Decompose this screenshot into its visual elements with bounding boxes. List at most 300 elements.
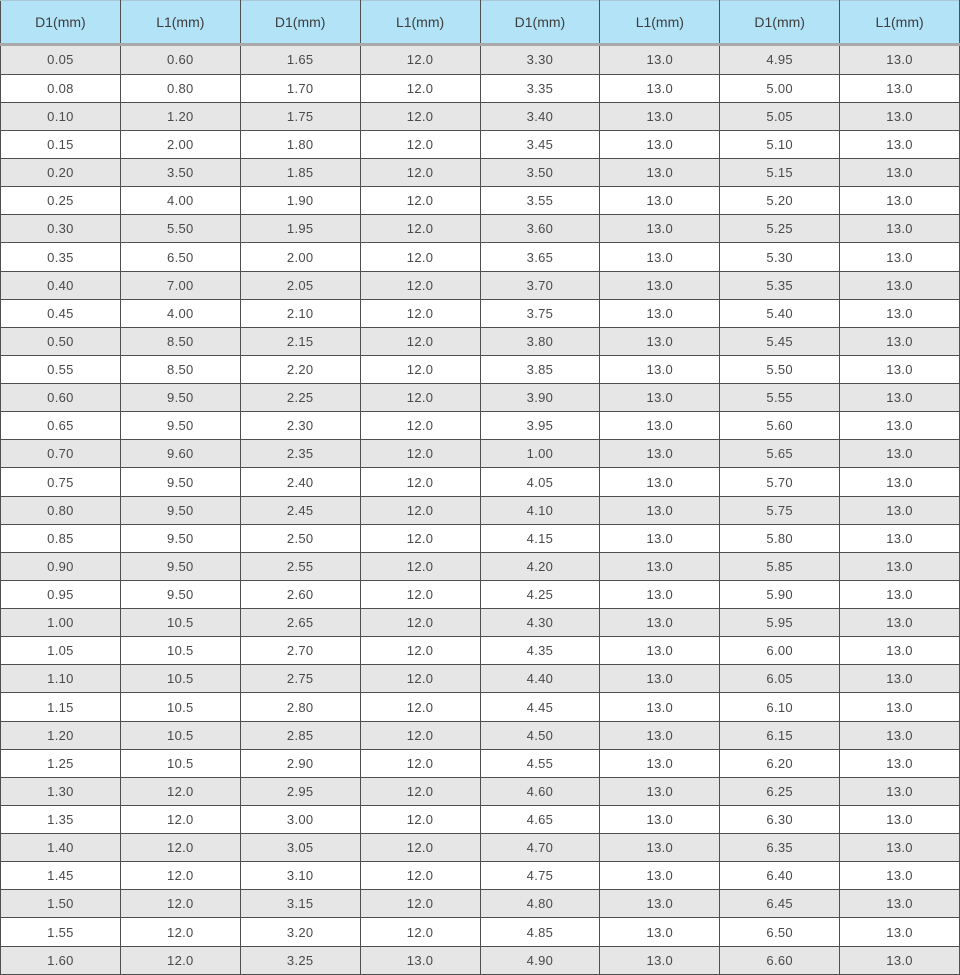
cell-d1: 0.95 <box>1 580 121 608</box>
cell-d1: 5.30 <box>720 243 840 271</box>
cell-d1: 0.35 <box>1 243 121 271</box>
table-row <box>1 159 960 187</box>
header-l1-1: L1(mm) <box>120 1 240 45</box>
cell-d1: 4.95 <box>720 45 840 75</box>
cell-d1: 0.30 <box>1 215 121 243</box>
table-row <box>1 412 960 440</box>
table-header <box>1 1 960 45</box>
cell-l1: 12.0 <box>360 440 480 468</box>
cell-l1: 10.5 <box>120 637 240 665</box>
header-d1-1: D1(mm) <box>1 1 121 45</box>
cell-d1: 1.95 <box>240 215 360 243</box>
cell-d1: 6.00 <box>720 637 840 665</box>
table-row <box>1 693 960 721</box>
cell-l1: 0.60 <box>120 45 240 75</box>
cell-d1: 0.45 <box>1 299 121 327</box>
table-row <box>1 637 960 665</box>
table-row <box>1 721 960 749</box>
cell-d1: 5.65 <box>720 440 840 468</box>
cell-d1: 1.65 <box>240 45 360 75</box>
cell-l1: 13.0 <box>600 215 720 243</box>
cell-d1: 3.25 <box>240 946 360 974</box>
cell-d1: 6.45 <box>720 890 840 918</box>
cell-l1: 12.0 <box>120 805 240 833</box>
cell-d1: 3.65 <box>480 243 600 271</box>
cell-d1: 2.00 <box>240 243 360 271</box>
cell-d1: 4.55 <box>480 749 600 777</box>
cell-l1: 13.0 <box>840 834 960 862</box>
table-row <box>1 834 960 862</box>
cell-d1: 4.70 <box>480 834 600 862</box>
table-row <box>1 299 960 327</box>
cell-d1: 2.55 <box>240 552 360 580</box>
cell-d1: 6.20 <box>720 749 840 777</box>
cell-l1: 12.0 <box>360 524 480 552</box>
cell-d1: 2.35 <box>240 440 360 468</box>
cell-l1: 13.0 <box>840 665 960 693</box>
cell-l1: 13.0 <box>600 384 720 412</box>
cell-l1: 0.80 <box>120 74 240 102</box>
cell-l1: 13.0 <box>600 524 720 552</box>
cell-l1: 13.0 <box>840 130 960 158</box>
cell-d1: 0.90 <box>1 552 121 580</box>
cell-d1: 2.65 <box>240 609 360 637</box>
table-row <box>1 777 960 805</box>
cell-l1: 12.0 <box>120 834 240 862</box>
header-d1-3: D1(mm) <box>480 1 600 45</box>
cell-l1: 13.0 <box>840 777 960 805</box>
table-row <box>1 580 960 608</box>
cell-l1: 13.0 <box>600 918 720 946</box>
table-row <box>1 327 960 355</box>
cell-l1: 12.0 <box>360 130 480 158</box>
cell-l1: 13.0 <box>840 609 960 637</box>
cell-l1: 13.0 <box>840 440 960 468</box>
cell-d1: 3.00 <box>240 805 360 833</box>
cell-d1: 5.40 <box>720 299 840 327</box>
cell-l1: 9.60 <box>120 440 240 468</box>
table-row <box>1 918 960 946</box>
table-row <box>1 187 960 215</box>
cell-d1: 2.10 <box>240 299 360 327</box>
cell-l1: 13.0 <box>840 946 960 974</box>
cell-d1: 5.90 <box>720 580 840 608</box>
cell-l1: 12.0 <box>360 412 480 440</box>
cell-l1: 13.0 <box>600 862 720 890</box>
cell-l1: 13.0 <box>600 468 720 496</box>
cell-l1: 13.0 <box>600 299 720 327</box>
cell-l1: 13.0 <box>840 637 960 665</box>
cell-l1: 13.0 <box>600 749 720 777</box>
cell-l1: 13.0 <box>600 834 720 862</box>
cell-l1: 12.0 <box>360 749 480 777</box>
cell-d1: 0.05 <box>1 45 121 75</box>
cell-l1: 13.0 <box>840 805 960 833</box>
cell-d1: 2.90 <box>240 749 360 777</box>
cell-d1: 1.80 <box>240 130 360 158</box>
cell-d1: 3.70 <box>480 271 600 299</box>
cell-l1: 13.0 <box>600 946 720 974</box>
cell-l1: 13.0 <box>600 777 720 805</box>
cell-d1: 0.75 <box>1 468 121 496</box>
table-row <box>1 890 960 918</box>
cell-d1: 1.40 <box>1 834 121 862</box>
cell-d1: 2.40 <box>240 468 360 496</box>
cell-d1: 1.15 <box>1 693 121 721</box>
cell-d1: 3.90 <box>480 384 600 412</box>
cell-l1: 13.0 <box>600 496 720 524</box>
cell-l1: 12.0 <box>360 384 480 412</box>
cell-d1: 1.00 <box>1 609 121 637</box>
cell-d1: 2.30 <box>240 412 360 440</box>
cell-d1: 1.55 <box>1 918 121 946</box>
cell-d1: 0.15 <box>1 130 121 158</box>
cell-l1: 10.5 <box>120 665 240 693</box>
cell-d1: 2.70 <box>240 637 360 665</box>
cell-l1: 13.0 <box>840 552 960 580</box>
cell-d1: 1.60 <box>1 946 121 974</box>
cell-l1: 13.0 <box>840 918 960 946</box>
cell-l1: 13.0 <box>840 187 960 215</box>
header-l1-4: L1(mm) <box>840 1 960 45</box>
cell-d1: 4.85 <box>480 918 600 946</box>
header-d1-2: D1(mm) <box>240 1 360 45</box>
cell-d1: 1.70 <box>240 74 360 102</box>
cell-d1: 5.35 <box>720 271 840 299</box>
cell-l1: 13.0 <box>840 355 960 383</box>
cell-l1: 13.0 <box>840 74 960 102</box>
cell-d1: 4.65 <box>480 805 600 833</box>
cell-l1: 9.50 <box>120 496 240 524</box>
table-row <box>1 665 960 693</box>
cell-d1: 2.45 <box>240 496 360 524</box>
cell-l1: 8.50 <box>120 355 240 383</box>
cell-d1: 3.60 <box>480 215 600 243</box>
cell-l1: 12.0 <box>360 355 480 383</box>
cell-l1: 13.0 <box>600 412 720 440</box>
cell-d1: 1.10 <box>1 665 121 693</box>
cell-d1: 0.60 <box>1 384 121 412</box>
cell-d1: 1.20 <box>1 721 121 749</box>
cell-l1: 13.0 <box>600 665 720 693</box>
cell-d1: 6.15 <box>720 721 840 749</box>
cell-l1: 12.0 <box>120 946 240 974</box>
cell-d1: 3.50 <box>480 159 600 187</box>
cell-d1: 5.05 <box>720 102 840 130</box>
cell-l1: 13.0 <box>840 580 960 608</box>
cell-l1: 12.0 <box>360 721 480 749</box>
cell-d1: 3.85 <box>480 355 600 383</box>
cell-l1: 12.0 <box>120 862 240 890</box>
cell-d1: 0.85 <box>1 524 121 552</box>
cell-l1: 13.0 <box>840 243 960 271</box>
cell-l1: 12.0 <box>120 918 240 946</box>
cell-l1: 10.5 <box>120 721 240 749</box>
cell-d1: 6.60 <box>720 946 840 974</box>
cell-l1: 12.0 <box>120 777 240 805</box>
cell-l1: 13.0 <box>840 45 960 75</box>
cell-d1: 4.60 <box>480 777 600 805</box>
cell-l1: 13.0 <box>600 609 720 637</box>
cell-d1: 4.75 <box>480 862 600 890</box>
cell-l1: 8.50 <box>120 327 240 355</box>
cell-l1: 12.0 <box>360 187 480 215</box>
cell-d1: 5.00 <box>720 74 840 102</box>
cell-l1: 13.0 <box>600 637 720 665</box>
table-row <box>1 243 960 271</box>
cell-l1: 13.0 <box>600 355 720 383</box>
cell-l1: 12.0 <box>360 552 480 580</box>
cell-d1: 3.45 <box>480 130 600 158</box>
cell-d1: 4.80 <box>480 890 600 918</box>
cell-d1: 5.45 <box>720 327 840 355</box>
cell-d1: 2.75 <box>240 665 360 693</box>
header-l1-2: L1(mm) <box>360 1 480 45</box>
cell-d1: 2.20 <box>240 355 360 383</box>
cell-l1: 13.0 <box>600 187 720 215</box>
cell-l1: 12.0 <box>360 271 480 299</box>
cell-l1: 12.0 <box>360 496 480 524</box>
cell-d1: 3.35 <box>480 74 600 102</box>
cell-d1: 6.30 <box>720 805 840 833</box>
cell-d1: 2.95 <box>240 777 360 805</box>
table-row <box>1 130 960 158</box>
cell-l1: 13.0 <box>840 327 960 355</box>
cell-d1: 1.30 <box>1 777 121 805</box>
cell-d1: 4.30 <box>480 609 600 637</box>
table-row <box>1 609 960 637</box>
cell-d1: 4.45 <box>480 693 600 721</box>
table-row <box>1 862 960 890</box>
cell-l1: 12.0 <box>360 637 480 665</box>
cell-d1: 0.25 <box>1 187 121 215</box>
cell-d1: 2.60 <box>240 580 360 608</box>
cell-d1: 2.50 <box>240 524 360 552</box>
table-body <box>1 45 960 975</box>
cell-d1: 4.05 <box>480 468 600 496</box>
cell-l1: 13.0 <box>600 440 720 468</box>
table-row <box>1 805 960 833</box>
cell-l1: 13.0 <box>840 468 960 496</box>
cell-l1: 13.0 <box>600 130 720 158</box>
cell-d1: 1.25 <box>1 749 121 777</box>
table-row <box>1 271 960 299</box>
cell-l1: 12.0 <box>360 299 480 327</box>
table-row <box>1 74 960 102</box>
cell-d1: 5.70 <box>720 468 840 496</box>
cell-l1: 13.0 <box>840 299 960 327</box>
cell-l1: 13.0 <box>840 384 960 412</box>
cell-d1: 3.05 <box>240 834 360 862</box>
cell-l1: 12.0 <box>360 890 480 918</box>
cell-l1: 9.50 <box>120 384 240 412</box>
cell-l1: 10.5 <box>120 693 240 721</box>
cell-l1: 12.0 <box>360 609 480 637</box>
cell-d1: 5.55 <box>720 384 840 412</box>
cell-d1: 3.20 <box>240 918 360 946</box>
cell-d1: 0.20 <box>1 159 121 187</box>
cell-l1: 13.0 <box>600 805 720 833</box>
header-d1-4: D1(mm) <box>720 1 840 45</box>
cell-l1: 13.0 <box>840 102 960 130</box>
cell-l1: 10.5 <box>120 749 240 777</box>
cell-l1: 6.50 <box>120 243 240 271</box>
table-row <box>1 749 960 777</box>
cell-d1: 3.15 <box>240 890 360 918</box>
cell-l1: 13.0 <box>600 159 720 187</box>
cell-l1: 12.0 <box>360 693 480 721</box>
cell-d1: 0.65 <box>1 412 121 440</box>
cell-l1: 12.0 <box>360 580 480 608</box>
cell-d1: 6.35 <box>720 834 840 862</box>
table-row <box>1 468 960 496</box>
cell-l1: 12.0 <box>360 327 480 355</box>
cell-l1: 10.5 <box>120 609 240 637</box>
cell-d1: 4.40 <box>480 665 600 693</box>
cell-l1: 12.0 <box>360 243 480 271</box>
table-row <box>1 552 960 580</box>
cell-d1: 4.15 <box>480 524 600 552</box>
cell-d1: 2.85 <box>240 721 360 749</box>
table-row <box>1 215 960 243</box>
cell-l1: 13.0 <box>840 524 960 552</box>
cell-d1: 4.90 <box>480 946 600 974</box>
cell-l1: 12.0 <box>360 102 480 130</box>
cell-d1: 3.40 <box>480 102 600 130</box>
cell-l1: 13.0 <box>600 327 720 355</box>
cell-d1: 5.80 <box>720 524 840 552</box>
cell-d1: 3.10 <box>240 862 360 890</box>
cell-l1: 13.0 <box>840 862 960 890</box>
cell-d1: 2.80 <box>240 693 360 721</box>
table-row <box>1 496 960 524</box>
cell-d1: 1.50 <box>1 890 121 918</box>
cell-l1: 12.0 <box>120 890 240 918</box>
cell-d1: 2.25 <box>240 384 360 412</box>
table-row <box>1 384 960 412</box>
cell-l1: 1.20 <box>120 102 240 130</box>
cell-l1: 13.0 <box>600 721 720 749</box>
cell-d1: 3.75 <box>480 299 600 327</box>
cell-l1: 12.0 <box>360 777 480 805</box>
cell-l1: 13.0 <box>600 693 720 721</box>
cell-d1: 1.75 <box>240 102 360 130</box>
table-row <box>1 946 960 974</box>
cell-l1: 12.0 <box>360 918 480 946</box>
cell-d1: 4.35 <box>480 637 600 665</box>
cell-l1: 9.50 <box>120 468 240 496</box>
cell-d1: 1.85 <box>240 159 360 187</box>
cell-l1: 13.0 <box>600 890 720 918</box>
cell-l1: 13.0 <box>600 580 720 608</box>
cell-l1: 13.0 <box>600 552 720 580</box>
cell-l1: 12.0 <box>360 805 480 833</box>
cell-d1: 3.95 <box>480 412 600 440</box>
cell-l1: 13.0 <box>600 271 720 299</box>
cell-l1: 5.50 <box>120 215 240 243</box>
cell-d1: 6.40 <box>720 862 840 890</box>
cell-l1: 13.0 <box>840 749 960 777</box>
cell-l1: 4.00 <box>120 187 240 215</box>
cell-d1: 6.50 <box>720 918 840 946</box>
cell-l1: 2.00 <box>120 130 240 158</box>
cell-l1: 9.50 <box>120 524 240 552</box>
cell-d1: 4.20 <box>480 552 600 580</box>
cell-l1: 13.0 <box>840 721 960 749</box>
cell-d1: 4.10 <box>480 496 600 524</box>
cell-d1: 5.95 <box>720 609 840 637</box>
cell-l1: 13.0 <box>360 946 480 974</box>
cell-l1: 12.0 <box>360 862 480 890</box>
cell-d1: 4.50 <box>480 721 600 749</box>
cell-d1: 5.85 <box>720 552 840 580</box>
cell-d1: 5.50 <box>720 355 840 383</box>
cell-l1: 9.50 <box>120 552 240 580</box>
table-row <box>1 45 960 75</box>
cell-l1: 9.50 <box>120 412 240 440</box>
header-l1-3: L1(mm) <box>600 1 720 45</box>
cell-d1: 1.45 <box>1 862 121 890</box>
cell-l1: 12.0 <box>360 834 480 862</box>
cell-l1: 3.50 <box>120 159 240 187</box>
cell-d1: 2.05 <box>240 271 360 299</box>
cell-d1: 0.55 <box>1 355 121 383</box>
cell-l1: 13.0 <box>600 102 720 130</box>
cell-d1: 3.80 <box>480 327 600 355</box>
cell-l1: 12.0 <box>360 215 480 243</box>
cell-d1: 1.90 <box>240 187 360 215</box>
table-row <box>1 355 960 383</box>
cell-d1: 1.35 <box>1 805 121 833</box>
cell-d1: 2.15 <box>240 327 360 355</box>
cell-l1: 12.0 <box>360 159 480 187</box>
cell-l1: 13.0 <box>840 693 960 721</box>
cell-l1: 13.0 <box>840 412 960 440</box>
cell-d1: 0.08 <box>1 74 121 102</box>
cell-l1: 13.0 <box>600 243 720 271</box>
cell-l1: 13.0 <box>600 45 720 75</box>
cell-l1: 9.50 <box>120 580 240 608</box>
table-row <box>1 440 960 468</box>
cell-d1: 0.80 <box>1 496 121 524</box>
cell-d1: 5.10 <box>720 130 840 158</box>
cell-d1: 5.60 <box>720 412 840 440</box>
cell-d1: 5.20 <box>720 187 840 215</box>
cell-d1: 4.25 <box>480 580 600 608</box>
cell-d1: 3.55 <box>480 187 600 215</box>
cell-d1: 0.10 <box>1 102 121 130</box>
cell-d1: 6.05 <box>720 665 840 693</box>
cell-d1: 1.00 <box>480 440 600 468</box>
cell-d1: 6.10 <box>720 693 840 721</box>
cell-d1: 3.30 <box>480 45 600 75</box>
cell-d1: 0.70 <box>1 440 121 468</box>
cell-d1: 6.25 <box>720 777 840 805</box>
cell-d1: 0.50 <box>1 327 121 355</box>
table-row <box>1 102 960 130</box>
cell-l1: 13.0 <box>840 271 960 299</box>
cell-l1: 12.0 <box>360 468 480 496</box>
cell-l1: 13.0 <box>840 159 960 187</box>
header-row <box>1 1 960 45</box>
cell-d1: 5.25 <box>720 215 840 243</box>
cell-d1: 5.75 <box>720 496 840 524</box>
cell-l1: 12.0 <box>360 45 480 75</box>
cell-l1: 13.0 <box>600 74 720 102</box>
cell-l1: 13.0 <box>840 496 960 524</box>
cell-d1: 0.40 <box>1 271 121 299</box>
cell-l1: 13.0 <box>840 215 960 243</box>
